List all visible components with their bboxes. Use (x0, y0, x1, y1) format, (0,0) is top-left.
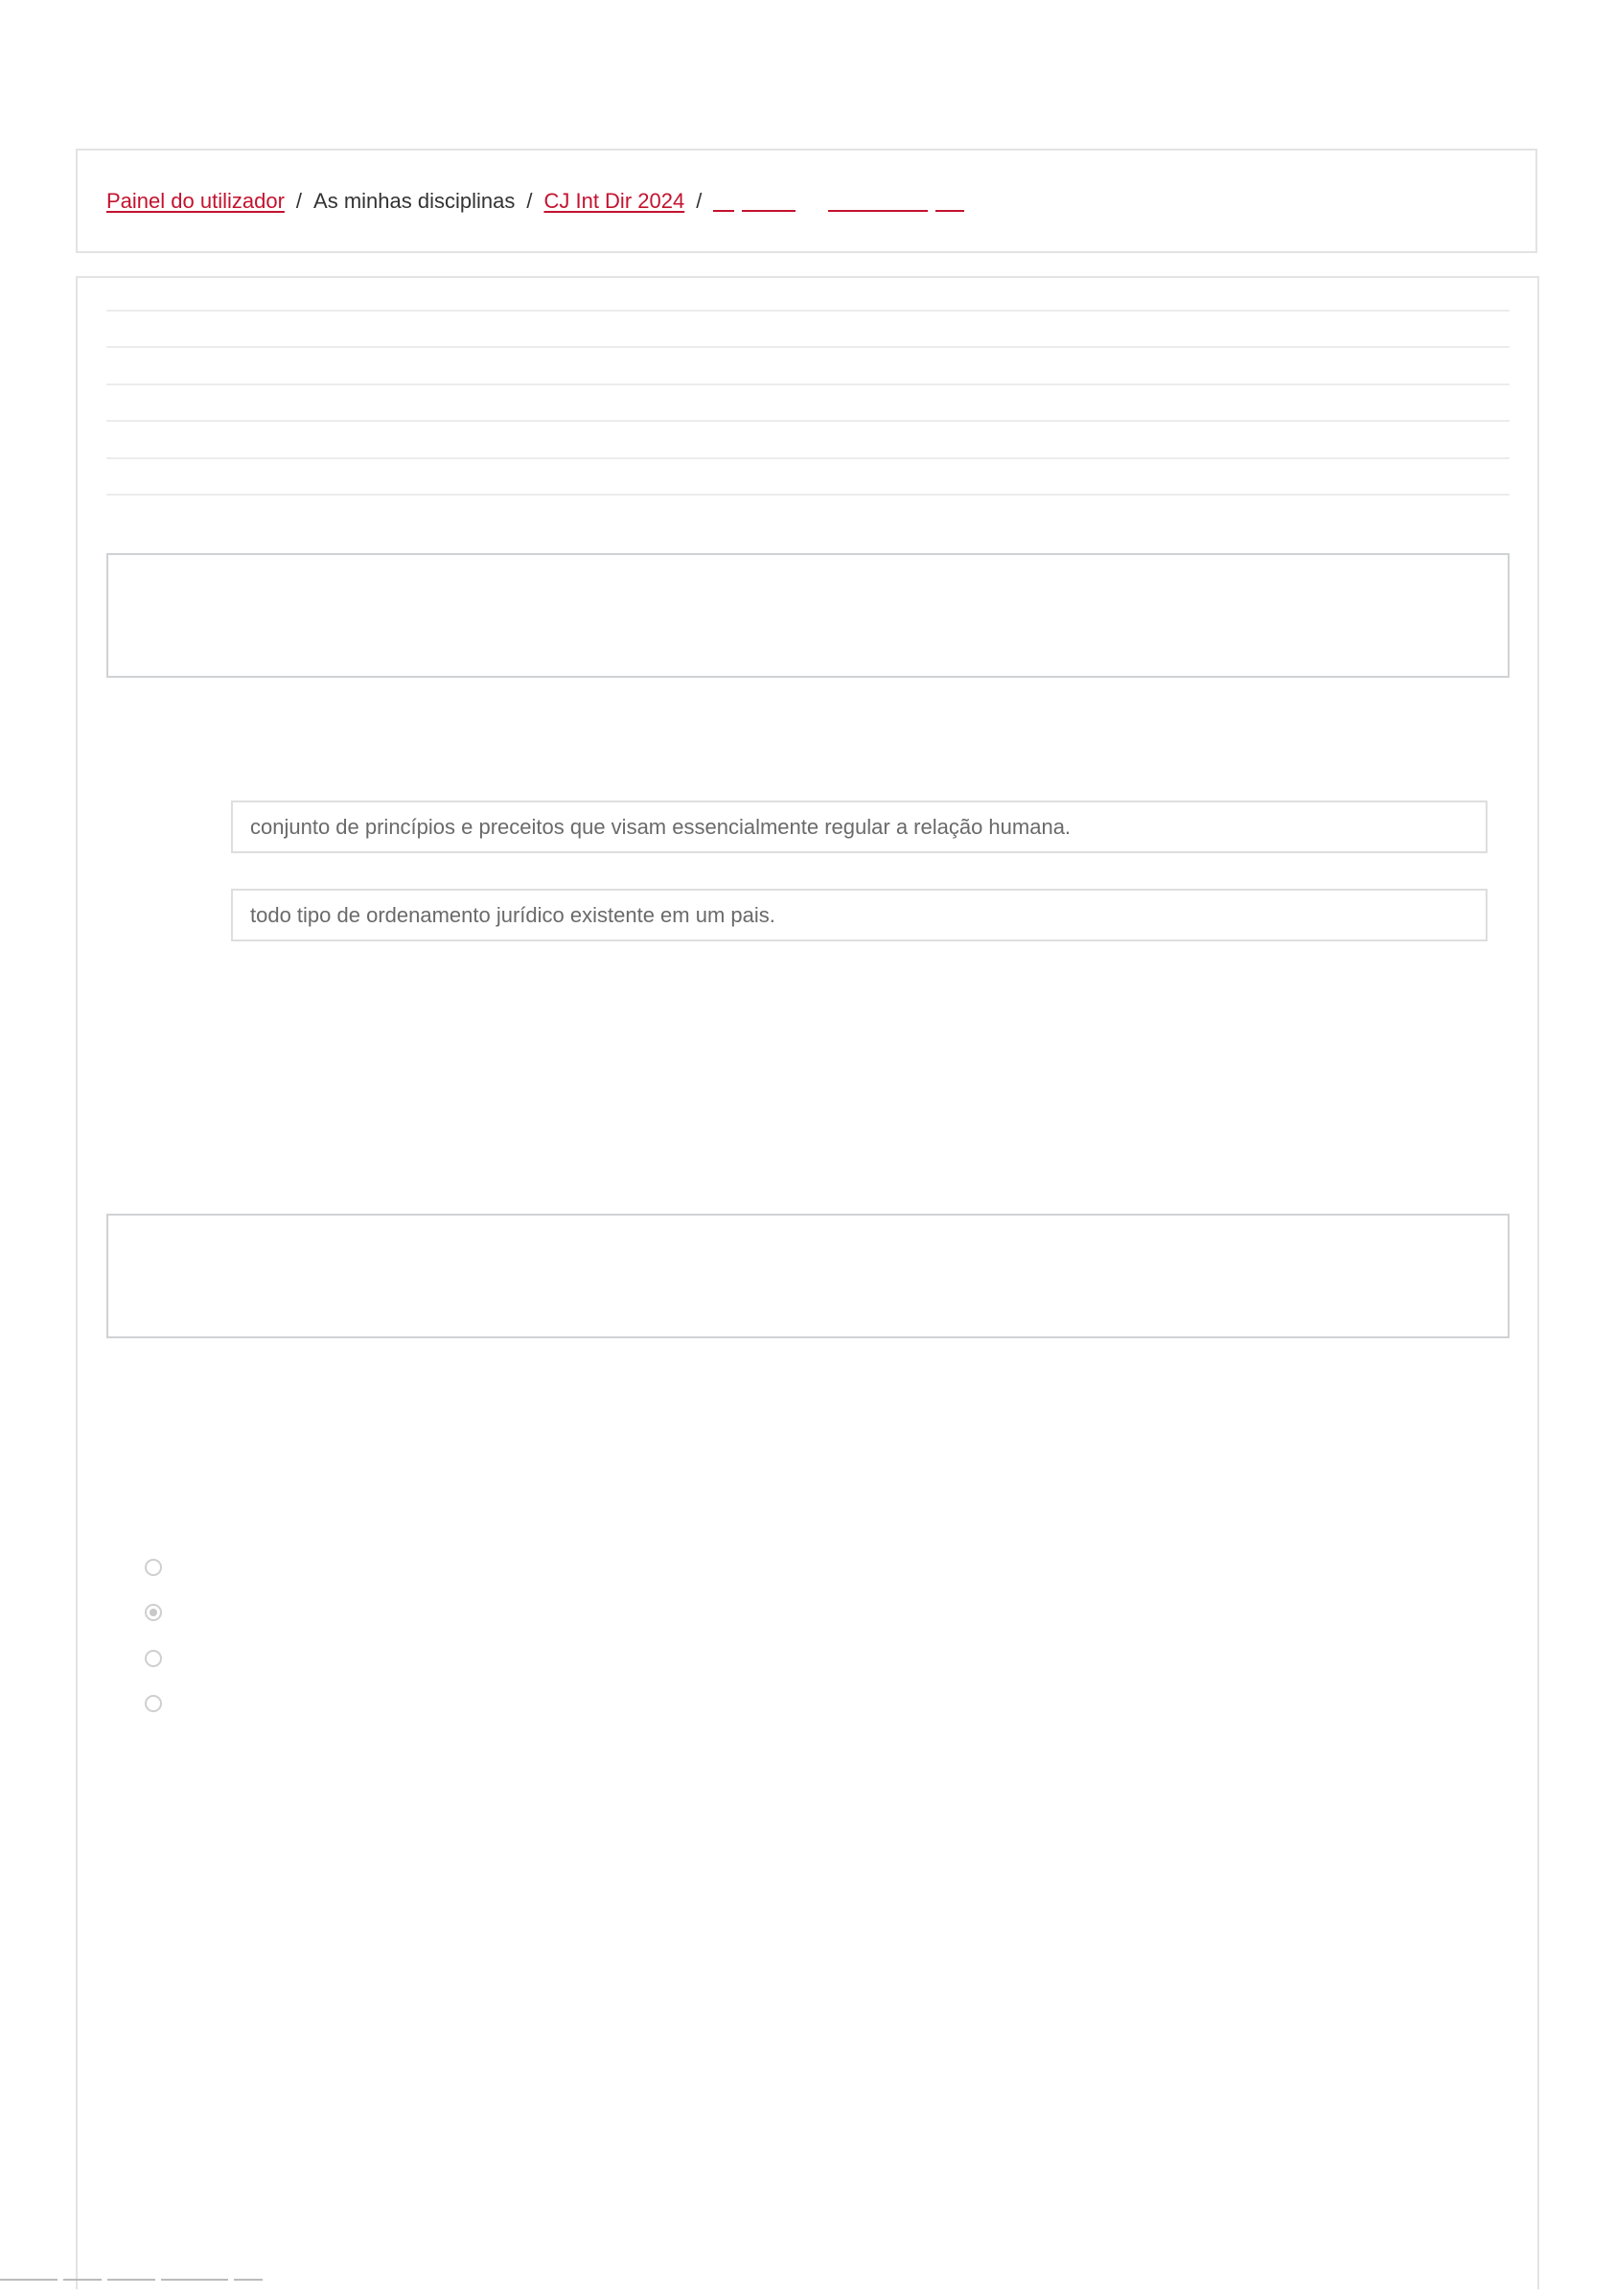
question-2-radio-1[interactable] (145, 1559, 162, 1576)
question-2-radio-3[interactable] (145, 1650, 162, 1667)
breadcrumb-separator: / (696, 189, 703, 213)
question-2-radio-4[interactable] (145, 1695, 162, 1712)
question-1-text-box (106, 553, 1510, 678)
breadcrumb-separator: / (526, 189, 533, 213)
summary-row-divider (106, 420, 1510, 422)
question-1-option-a[interactable] (231, 800, 1488, 853)
question-1-option-b[interactable] (231, 889, 1488, 941)
summary-row-divider (106, 310, 1510, 312)
breadcrumb-my-courses: As minhas disciplinas (313, 189, 516, 213)
summary-row-divider (106, 494, 1510, 496)
question-2-text-box (106, 1214, 1510, 1338)
breadcrumb-card (76, 149, 1537, 253)
breadcrumb (106, 187, 972, 216)
summary-row-divider (106, 346, 1510, 348)
breadcrumb-separator: / (295, 189, 303, 213)
summary-row-divider (106, 383, 1510, 385)
option-label: todo tipo de ordenamento jurídico existente em um pais. (250, 902, 775, 927)
footer-strip (0, 2279, 307, 2283)
option-label: conjunto de princípios e preceitos que visam essencialmente regular a relação humana. (250, 814, 1072, 839)
breadcrumb-current-redacted[interactable] (713, 206, 972, 208)
quiz-content-card (76, 276, 1539, 2289)
breadcrumb-dashboard-link[interactable]: Painel do utilizador (106, 189, 285, 213)
question-2-radio-2[interactable] (145, 1604, 162, 1621)
summary-row-divider (106, 457, 1510, 459)
breadcrumb-course-link[interactable]: CJ Int Dir 2024 (543, 189, 685, 213)
